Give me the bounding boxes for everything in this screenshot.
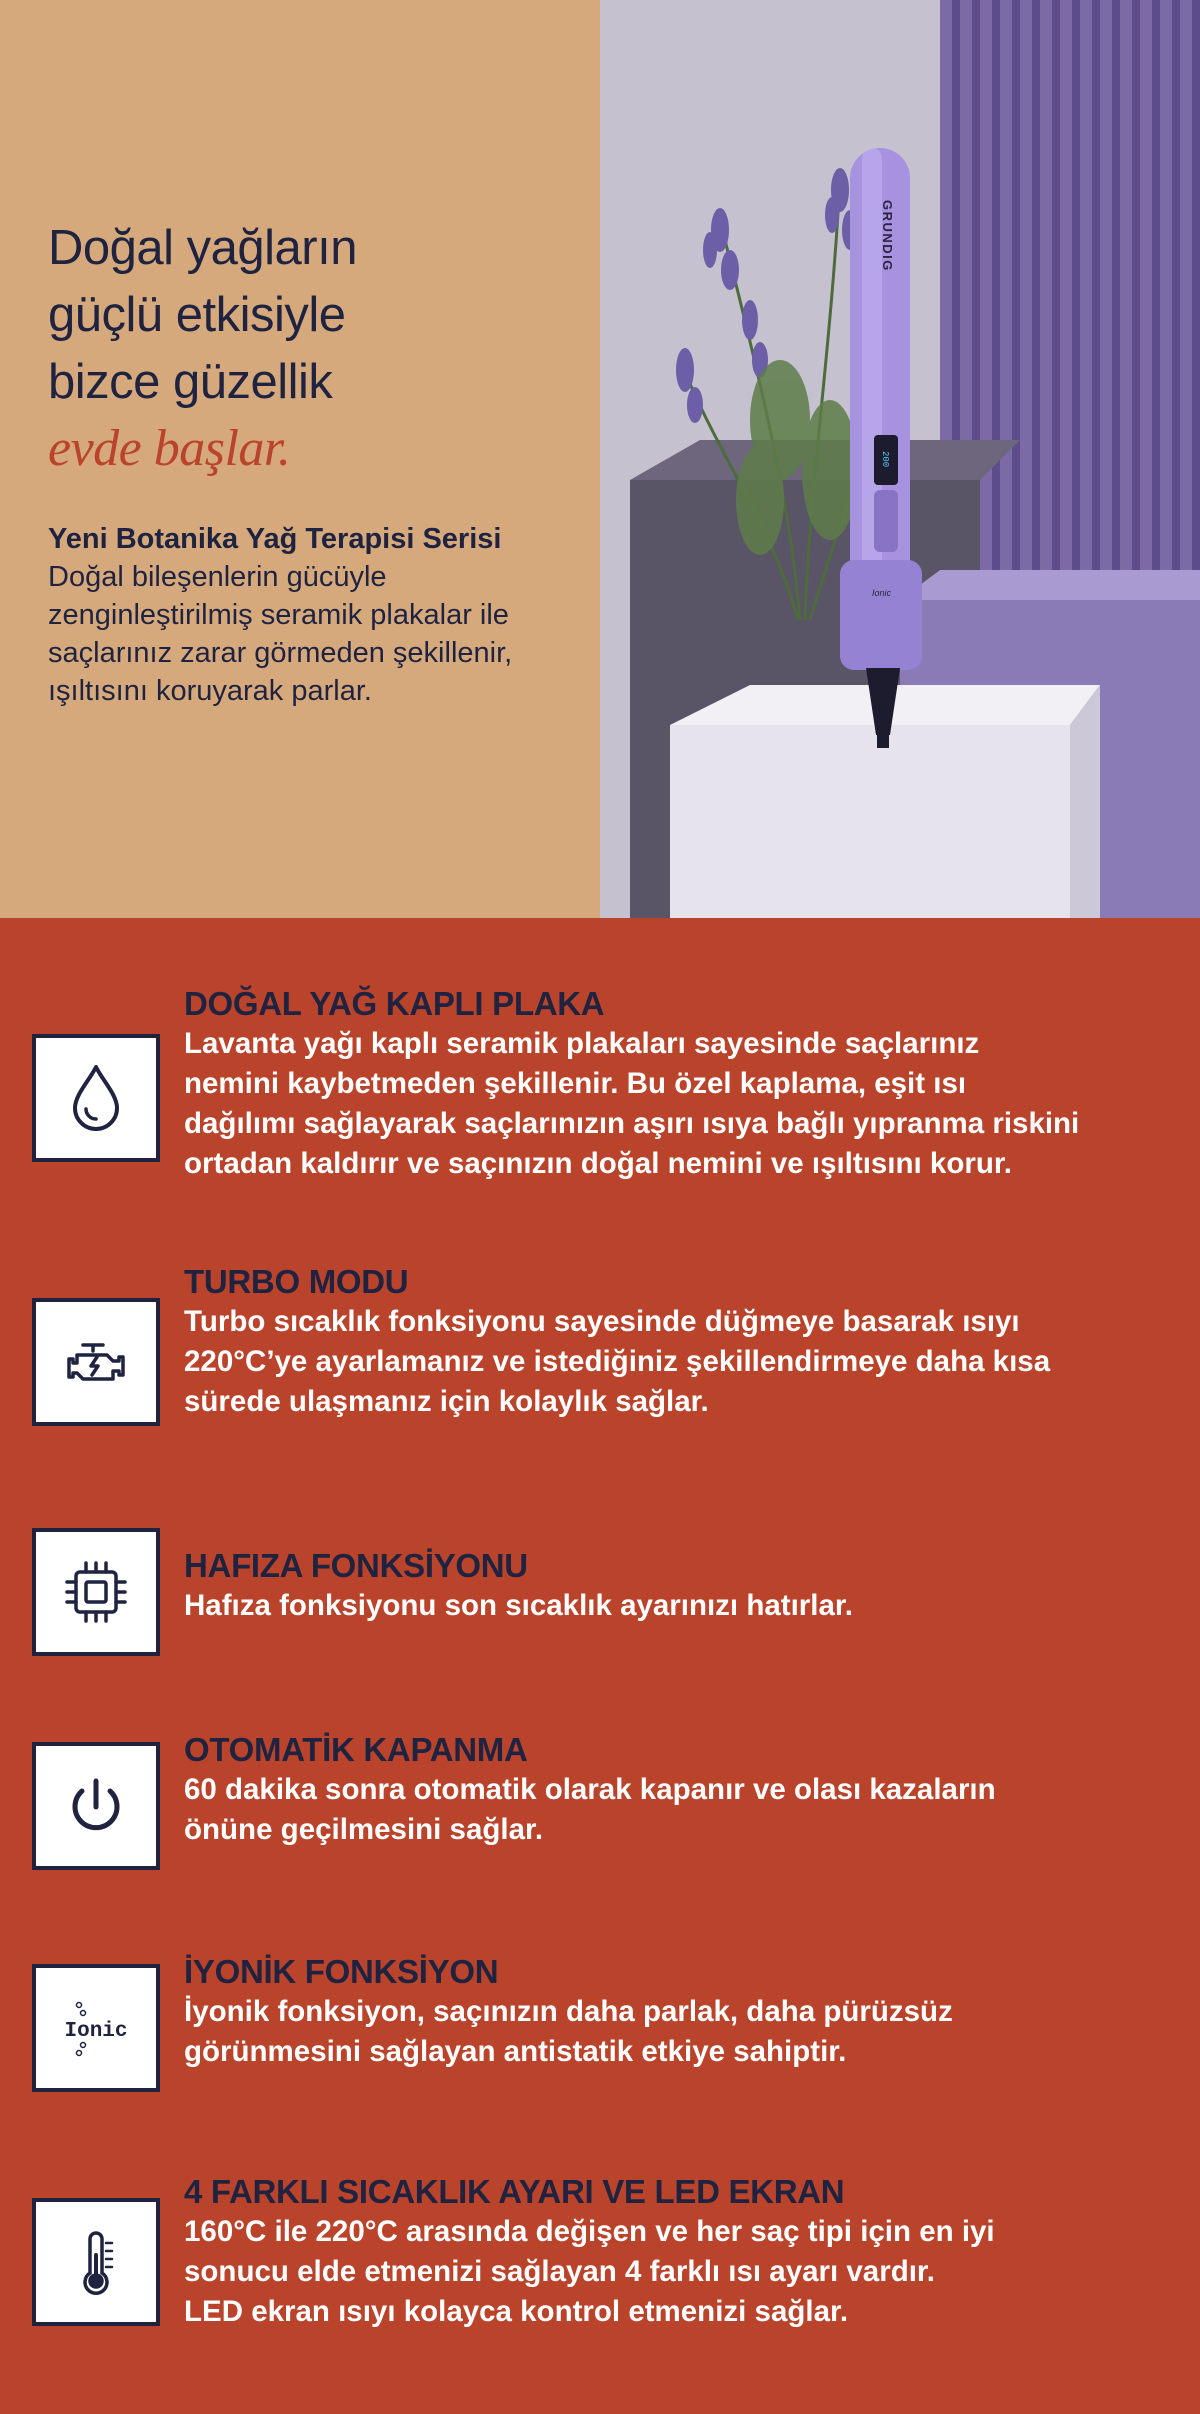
headline-line: güçlü etkisiyle — [48, 288, 346, 342]
product-photo — [600, 0, 1200, 918]
feature-title: 4 FARKLI SICAKLIK AYARI VE LED EKRAN — [184, 2173, 845, 2210]
feature-text — [184, 1730, 1174, 1850]
icon-box — [32, 1298, 160, 1426]
brand-label: GRUNDIG — [880, 200, 895, 272]
feature-text — [184, 1952, 1174, 2072]
feature-description-line: sürede ulaşmanız için kolaylık sağlar. — [184, 1385, 709, 1418]
feature-text — [184, 1262, 1174, 1422]
headline-line: bizce güzellik — [48, 355, 333, 409]
feature-description-line: nemini kaybetmeden şekillenir. Bu özel kaplama, eşit ısı — [184, 1067, 967, 1100]
feature-title: HAFIZA FONKSİYONU — [184, 1547, 528, 1584]
thermometer-icon — [59, 2225, 133, 2299]
hero-section — [0, 0, 1200, 918]
feature-description — [184, 1024, 1174, 1184]
feature-description-line: görünmesini sağlayan antistatik etkiye sahiptir. — [184, 2035, 847, 2068]
front-pedestal — [670, 725, 1100, 918]
feature-description — [184, 1586, 1174, 1626]
feature-description-line: 60 dakika sonra otomatik olarak kapanır ve olası kazaların — [184, 1773, 996, 1806]
feature-description-line: Lavanta yağı kaplı seramik plakaları sayesinde saçlarınız — [184, 1027, 980, 1060]
icon-box — [32, 1528, 160, 1656]
headline-accent: evde başlar. — [48, 420, 291, 477]
feature-description-line: 220°C’ye ayarlamanız ve istediğiniz şekillendirmeye daha kısa — [184, 1345, 1051, 1378]
icon-box — [32, 1742, 160, 1870]
features-section — [0, 918, 1200, 2414]
feature-title: TURBO MODU — [184, 1263, 409, 1300]
feature-description — [184, 1992, 1174, 2072]
hero-headline — [48, 215, 608, 482]
feature-description-line: Hafıza fonksiyonu son sıcaklık ayarınızı hatırlar. — [184, 1589, 853, 1622]
icon-box — [32, 1964, 160, 2092]
headline-line: Doğal yağların — [48, 221, 357, 275]
feature-description-line: LED ekran ısıyı kolayca kontrol etmenizi sağlar. — [184, 2295, 849, 2328]
oil-drop-icon — [59, 1061, 133, 1135]
series-description-line: Doğal bileşenlerin gücüyle — [48, 561, 387, 593]
product-ionic-label: Ionic — [872, 588, 892, 598]
feature-title: OTOMATİK KAPANMA — [184, 1731, 528, 1768]
feature-text — [184, 1546, 1174, 1626]
feature-title: İYONİK FONKSİYON — [184, 1953, 499, 1990]
feature-text — [184, 984, 1174, 1184]
feature-description-line: dağılımı sağlayarak saçlarınızın aşırı ısıya bağlı yıpranma riskini — [184, 1107, 1080, 1140]
feature-description-line: Turbo sıcaklık fonksiyonu sayesinde düğmeye basarak ısıyı — [184, 1305, 1020, 1338]
feature-description — [184, 1770, 1174, 1850]
memory-chip-icon — [59, 1555, 133, 1629]
icon-box — [32, 1034, 160, 1162]
feature-text — [184, 2172, 1174, 2332]
turbo-engine-icon — [59, 1325, 133, 1399]
feature-description-line: İyonik fonksiyon, saçınızın daha parlak, daha pürüzsüz — [184, 1995, 953, 2028]
ionic-icon — [59, 1991, 133, 2065]
ionic-icon-text: Ionic — [64, 2020, 128, 2043]
feature-description — [184, 2212, 1174, 2332]
feature-description-line: önüne geçilmesini sağlar. — [184, 1813, 544, 1846]
feature-description — [184, 1302, 1174, 1422]
display-readout: 200 — [880, 451, 890, 468]
series-description — [48, 558, 608, 710]
feature-description-line: 160°C ile 220°C arasında değişen ve her saç tipi için en iyi — [184, 2215, 995, 2248]
series-description-line: zenginleştirilmiş seramik plakalar ile — [48, 599, 509, 631]
feature-description-line: ortadan kaldırır ve saçınızın doğal nemini ve ışıltısını korur. — [184, 1147, 1012, 1180]
series-description-line: ışıltısını koruyarak parlar. — [48, 675, 372, 707]
feature-title: DOĞAL YAĞ KAPLI PLAKA — [184, 985, 605, 1022]
icon-box — [32, 2198, 160, 2326]
hero-text-block — [48, 215, 608, 710]
series-title: Yeni Botanika Yağ Terapisi Serisi — [48, 523, 502, 555]
feature-description-line: sonucu elde etmenizi sağlayan 4 farklı ısı ayarı vardır. — [184, 2255, 935, 2288]
series-description-line: saçlarınız zarar görmeden şekillenir, — [48, 637, 513, 669]
power-icon — [59, 1769, 133, 1843]
